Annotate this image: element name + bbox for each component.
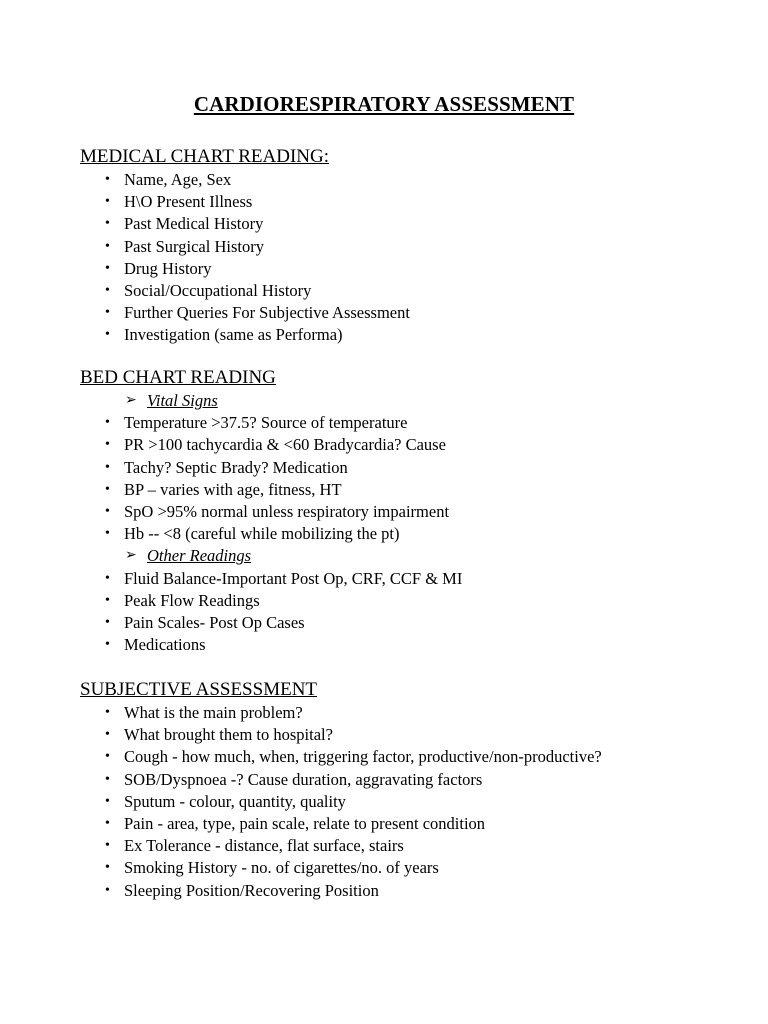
list-item [80, 434, 720, 456]
list-item-text: Pain Scales- Post Op Cases [124, 612, 305, 632]
list-item [80, 702, 720, 724]
bullet-icon: • [105, 415, 110, 431]
medical-chart-section [80, 145, 720, 347]
bullet-icon: • [105, 216, 110, 232]
list-item [80, 236, 720, 258]
bullet-icon: • [105, 570, 110, 586]
list-item-text: Hb -- <8 (careful while mobilizing the pt) [124, 524, 400, 544]
list-item [80, 791, 720, 813]
list-item [80, 501, 720, 523]
arrow-icon: ➢ [125, 548, 137, 564]
list-item-text: Drug History [124, 258, 212, 278]
list-item [80, 590, 720, 612]
bullet-icon: • [105, 727, 110, 743]
document-title: CARDIORESPIRATORY ASSESSMENT [193, 92, 575, 116]
list-item-text: Investigation (same as Performa) [124, 325, 343, 345]
bullet-icon: • [105, 238, 110, 254]
section-heading-bed-chart: BED CHART READING [80, 367, 276, 388]
arrow-icon: ➢ [125, 393, 137, 408]
list-item [80, 523, 720, 545]
list-item-text: Cough - how much, when, triggering factor, productive/non-productive? [124, 747, 602, 767]
bullet-icon: • [105, 282, 110, 298]
bed-chart-section [80, 366, 720, 656]
list-item [80, 191, 720, 213]
bullet-icon: • [105, 592, 110, 608]
list-item-text: Sleeping Position/Recovering Position [124, 880, 379, 900]
list-item [80, 213, 720, 235]
bullet-icon: • [105, 882, 110, 898]
bullet-icon: • [105, 771, 110, 787]
bullet-icon: • [105, 305, 110, 321]
bullet-icon: • [105, 327, 110, 343]
list-item [80, 746, 720, 768]
list-item [80, 457, 720, 479]
bullet-icon: • [105, 793, 110, 809]
list-item-text: Ex Tolerance - distance, flat surface, stairs [124, 836, 404, 856]
bullet-icon: • [105, 260, 110, 276]
bullet-icon: • [105, 749, 110, 765]
list-item-text: Pain - area, type, pain scale, relate to present condition [124, 813, 486, 833]
list-item-text: BP – varies with age, fitness, HT [124, 479, 342, 499]
list-item [80, 169, 720, 191]
list-item-text: Medications [124, 635, 206, 655]
list-item-text: What is the main problem? [124, 703, 303, 722]
list-item [80, 769, 720, 791]
list-item-text: Social/Occupational History [124, 280, 312, 300]
list-item-text: Past Medical History [124, 214, 264, 234]
subheading-other-readings [80, 545, 720, 567]
subheading-label: Other Readings [147, 546, 252, 566]
bullet-icon: • [105, 503, 110, 519]
list-item [80, 324, 720, 346]
list-item [80, 479, 720, 501]
bullet-icon: • [105, 705, 110, 720]
list-item-text: H\O Present Illness [124, 192, 253, 212]
list-item-text: Smoking History - no. of cigarettes/no. of years [124, 858, 439, 878]
list-item-text: SpO >95% normal unless respiratory impairment [124, 501, 450, 521]
list-item [80, 724, 720, 746]
list-item [80, 568, 720, 590]
bed-chart-list [80, 390, 720, 656]
list-item [80, 857, 720, 879]
bullet-icon: • [105, 172, 110, 187]
list-item [80, 835, 720, 857]
list-item-text: Sputum - colour, quantity, quality [124, 791, 346, 811]
bullet-icon: • [105, 815, 110, 831]
subheading-label: Vital Signs [147, 391, 218, 410]
list-item [80, 880, 720, 902]
bullet-icon: • [105, 838, 110, 854]
list-item [80, 634, 720, 656]
medical-chart-list [80, 169, 720, 347]
bullet-icon: • [105, 194, 110, 210]
subjective-list [80, 702, 720, 902]
list-item-text: Past Surgical History [124, 236, 264, 256]
section-heading-subjective: SUBJECTIVE ASSESSMENT [80, 679, 318, 700]
subheading-vital-signs [80, 390, 720, 412]
bullet-icon: • [105, 459, 110, 475]
bullet-icon: • [105, 481, 110, 497]
list-item-text: Tachy? Septic Brady? Medication [124, 457, 348, 477]
list-item-text: PR >100 tachycardia & <60 Bradycardia? Cause [124, 435, 446, 455]
list-item [80, 258, 720, 280]
list-item [80, 813, 720, 835]
list-item-text: Fluid Balance-Important Post Op, CRF, CCF & MI [124, 568, 463, 588]
list-item-text: Further Queries For Subjective Assessment [124, 303, 410, 323]
list-item-text: What brought them to hospital? [124, 725, 333, 745]
list-item-text: Temperature >37.5? Source of temperature [124, 413, 408, 433]
bullet-icon: • [105, 860, 110, 876]
bullet-icon: • [105, 637, 110, 653]
list-item [80, 302, 720, 324]
bullet-icon: • [105, 526, 110, 542]
list-item-text: Name, Age, Sex [124, 170, 232, 189]
bullet-icon: • [105, 614, 110, 630]
list-item [80, 612, 720, 634]
list-item [80, 280, 720, 302]
subjective-section [80, 678, 720, 902]
list-item [80, 412, 720, 434]
bullet-icon: • [105, 437, 110, 453]
list-item-text: Peak Flow Readings [124, 590, 260, 610]
list-item-text: SOB/Dyspnoea -? Cause duration, aggravating factors [124, 769, 483, 789]
section-heading-medical-chart: MEDICAL CHART READING: [80, 146, 330, 167]
